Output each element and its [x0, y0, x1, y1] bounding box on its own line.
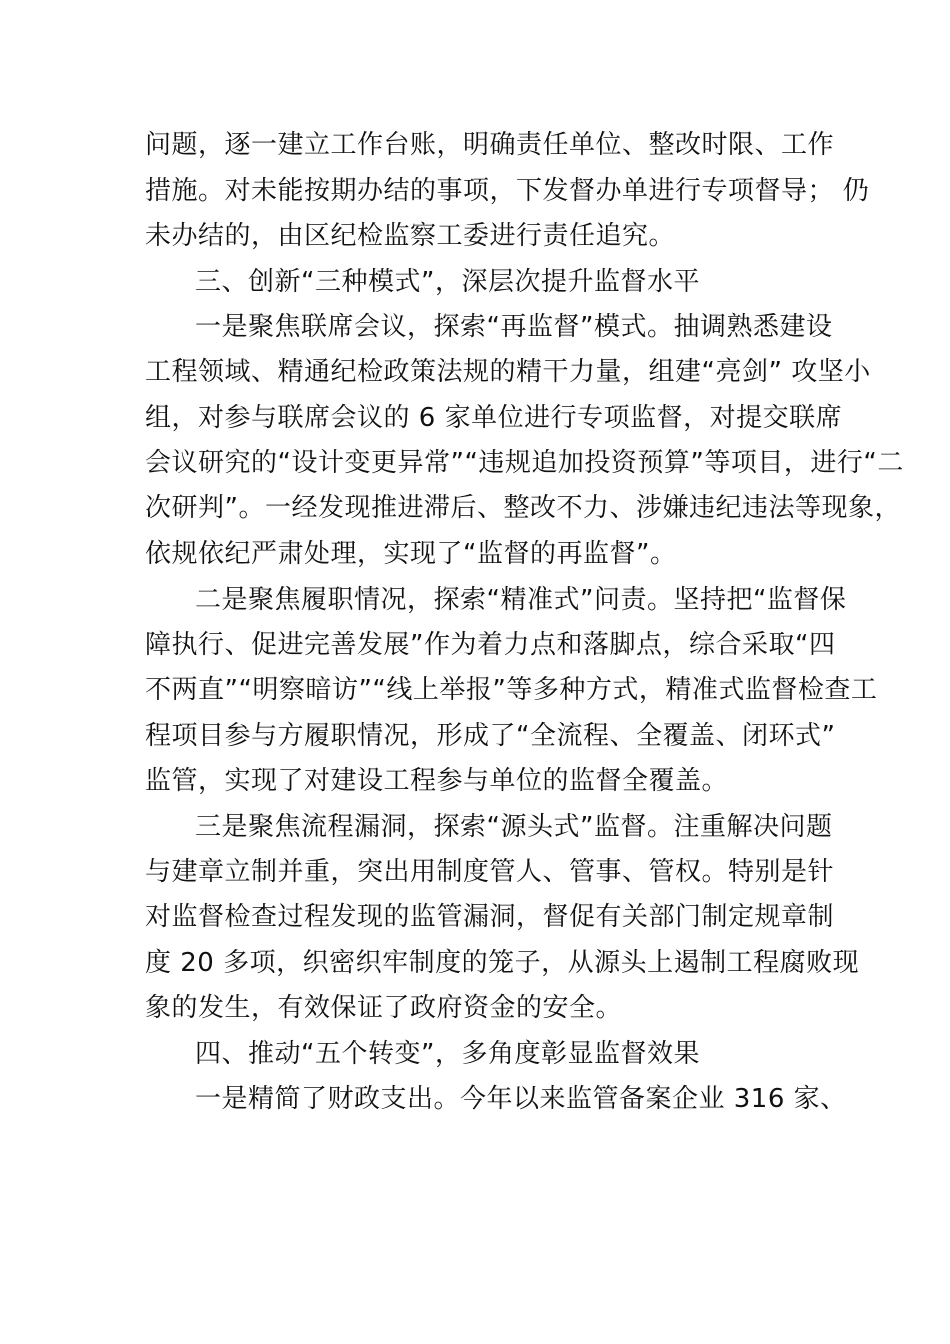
paragraph-start-line: 一是聚焦联席会议，探索“再监督”模式。抽调熟悉建设: [195, 312, 833, 342]
text-line: 不两直”“明察暗访”“线上举报”等多种方式，精准式监督检查工: [145, 675, 878, 705]
section-heading: 三、创新“三种模式”，深层次提升监督水平: [195, 267, 700, 297]
text-line: 度 20 多项，织密织牢制度的笼子，从源头上遏制工程腐败现: [145, 948, 860, 978]
text-line: 措施。对未能按期办结的事项，下发督办单进行专项督导； 仍: [145, 176, 870, 206]
paragraph-start-line: 三是聚焦流程漏洞，探索“源头式”监督。注重解决问题: [195, 812, 833, 842]
text-line: 问题，逐一建立工作台账，明确责任单位、整改时限、工作: [145, 130, 835, 160]
section-heading: 四、推动“五个转变”，多角度彰显监督效果: [195, 1039, 700, 1069]
text-line: 未办结的，由区纪检监察工委进行责任追究。: [145, 221, 676, 251]
text-line: 程项目参与方履职情况，形成了“全流程、全覆盖、闭环式”: [145, 721, 836, 751]
text-line: 会议研究的“设计变更异常”“违规追加投资预算”等项目，进行“二: [145, 448, 904, 478]
text-line: 工程领域、精通纪检政策法规的精干力量，组建“亮剑” 攻坚小: [145, 357, 871, 387]
text-line: 次研判”。一经发现推进滞后、整改不力、涉嫌违纪违法等现象，: [145, 493, 901, 523]
paragraph-start-line: 一是精简了财政支出。今年以来监管备案企业 316 家、: [195, 1084, 847, 1114]
text-line: 象的发生，有效保证了政府资金的安全。: [145, 993, 623, 1023]
paragraph-start-line: 二是聚焦履职情况，探索“精准式”问责。坚持把“监督保: [195, 585, 847, 615]
text-line: 组，对参与联席会议的 6 家单位进行专项监督，对提交联席: [145, 403, 843, 433]
text-line: 与建章立制并重，突出用制度管人、管事、管权。特别是针: [145, 857, 835, 887]
text-line: 对监督检查过程发现的监管漏洞，督促有关部门制定规章制: [145, 902, 835, 932]
text-line: 障执行、促进完善发展”作为着力点和落脚点，综合采取“四: [145, 630, 836, 660]
text-line: 依规依纪严肃处理，实现了“监督的再监督”。: [145, 539, 677, 569]
text-line: 监管，实现了对建设工程参与单位的监督全覆盖。: [145, 766, 729, 796]
